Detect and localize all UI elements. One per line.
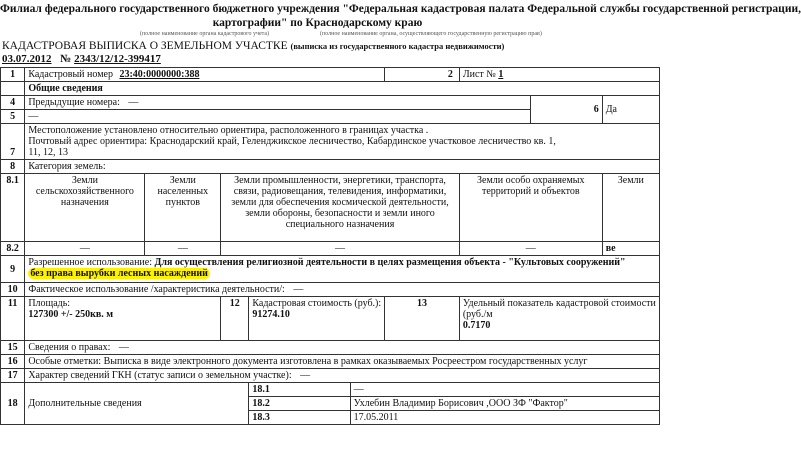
cadastral-cost-cell <box>249 297 385 341</box>
postal-address: Почтовый адрес ориентира: Краснодарский край, Геленджикское лесничество, Кабардинское участковое лесничество кв. 1, <box>28 136 556 147</box>
sheet-number: 1 <box>498 69 504 80</box>
location-label: Местоположение установлено относительно ориентира, расположенного в границах участка . <box>28 125 429 136</box>
land-val-forest: ве <box>602 242 659 256</box>
row-17 <box>1 369 660 383</box>
header-line-2: картографии" по Краснодарскому краю <box>212 17 423 29</box>
gkn-status-cell <box>25 369 660 383</box>
previous-numbers-cell <box>25 96 531 110</box>
row-9 <box>1 256 660 283</box>
row-8-num: 8 <box>1 160 25 174</box>
land-cat-protected: Земли особо охраняемых территорий и объектов <box>459 174 602 242</box>
cadastral-cost-label: Кадастровая стоимость (руб.): <box>252 298 382 309</box>
row-18-1 <box>1 383 660 397</box>
land-val-protected: — <box>459 242 602 256</box>
cadastral-cost-value: 91274.10 <box>252 309 290 320</box>
row-9-num: 9 <box>1 256 25 283</box>
row-10-num: 10 <box>1 283 25 297</box>
actual-use-value: — <box>293 284 304 295</box>
header-small-1: (полное наименование органа кадастрового учета) <box>140 31 270 37</box>
row-18-num: 18 <box>1 383 25 425</box>
row-6-side-num: 6 <box>531 96 602 124</box>
additional-info-label: Дополнительные сведения <box>25 383 249 425</box>
land-val-industry: — <box>221 242 460 256</box>
cadastral-number-cell <box>25 68 385 82</box>
number-label: № <box>60 53 72 65</box>
previous-numbers-value: — <box>128 97 139 108</box>
header-line-1: Филиал федерального государственного бюджетного учреждения "Федеральная кадастровая палата Федеральной службы государственной регистрации, <box>0 3 801 15</box>
row-2-num: 2 <box>385 68 460 82</box>
row-8-2 <box>1 242 660 256</box>
row-general-num <box>1 82 25 96</box>
sheet-label: Лист № <box>462 69 496 80</box>
cadastral-form-table <box>0 67 660 425</box>
row-6-side-cut: Да <box>602 96 659 124</box>
specific-cost-unit: (руб./м <box>462 309 493 320</box>
row-16-num: 16 <box>1 355 25 369</box>
permitted-use-label: Разрешенное использование: <box>28 257 153 268</box>
row-4-num: 4 <box>1 96 25 110</box>
row-8 <box>1 160 660 174</box>
permitted-use-value: Для осуществления религиозной деятельности в целях размещения объекта - "Культовых сооружений" <box>154 257 626 268</box>
row-4 <box>1 96 660 110</box>
rights-cell <box>25 341 660 355</box>
row-18-2-num: 18.2 <box>249 397 350 411</box>
row-7-num: 7 <box>10 147 16 158</box>
row-18-2-value: Ухлебин Владимир Борисович ,ООО ЗФ "Фактор" <box>350 397 659 411</box>
land-cat-agri: Земли сельскохозяйственного назначения <box>25 174 145 242</box>
row-8-1 <box>1 174 660 242</box>
specific-cost-value: 0.7170 <box>462 320 491 331</box>
row-8-1-num: 8.1 <box>1 174 25 242</box>
land-category-label: Категория земель: <box>25 160 660 174</box>
specific-cost-cell <box>459 297 659 341</box>
row-11-num: 11 <box>1 297 25 341</box>
cadastral-number-label: Кадастровый номер <box>28 69 113 80</box>
cadastral-number: 23:40:0000000:388 <box>119 69 200 80</box>
area-label: Площадь: <box>28 298 71 309</box>
row-6 <box>1 124 660 160</box>
row-12-num: 12 <box>221 297 249 341</box>
row-17-num: 17 <box>1 369 25 383</box>
row-18-3-num: 18.3 <box>249 411 350 425</box>
row-13-num: 13 <box>385 297 460 341</box>
document-title <box>2 40 504 52</box>
row-18-3-value: 17.05.2011 <box>350 411 659 425</box>
row-11 <box>1 297 660 341</box>
document-date: 03.07.2012 <box>2 53 52 65</box>
row-15-num: 15 <box>1 341 25 355</box>
document-title-text: КАДАСТРОВАЯ ВЫПИСКА О ЗЕМЕЛЬНОМ УЧАСТКЕ <box>2 40 288 52</box>
document-date-number <box>2 53 161 65</box>
special-notes: Особые отметки: Выписка в виде электронного документа изготовлена в рамках оказываемых Росреестром государственных услуг <box>25 355 660 369</box>
row-18-1-num: 18.1 <box>249 383 350 397</box>
document-number: 2343/12/12-399417 <box>74 53 161 65</box>
row-10 <box>1 283 660 297</box>
row-18-1-value: — <box>350 383 659 397</box>
row-8-2-num: 8.2 <box>1 242 25 256</box>
header-small-2: (полное наименование органа, осуществляющего государственную регистрацию прав) <box>320 31 542 37</box>
document-subtitle: (выписка из государственного кадастра недвижимости) <box>290 41 505 51</box>
permitted-use-cell <box>25 256 660 283</box>
row-5-num: 5 <box>1 110 25 124</box>
row-16 <box>1 355 660 369</box>
specific-cost-label: Удельный показатель кадастровой стоимости <box>462 298 656 309</box>
actual-use-label: Фактическое использование /характеристика деятельности/: <box>28 284 285 295</box>
rights-value: — <box>118 342 129 353</box>
land-val-settlements: — <box>145 242 221 256</box>
land-cat-forest: Земли <box>602 174 659 242</box>
land-val-agri: — <box>25 242 145 256</box>
row-15 <box>1 341 660 355</box>
land-cat-industry: Земли промышленности, энергетики, транспорта, связи, радиовещания, телевидения, информатики, земли для обеспечения космической деятельности, земли обороны, безопасности и земли иного специального назначения <box>221 174 460 242</box>
location-cell <box>25 124 660 160</box>
row-6-num <box>1 124 25 160</box>
general-info-heading: Общие сведения <box>25 82 660 96</box>
sheet-cell <box>459 68 659 82</box>
row-1 <box>1 68 660 82</box>
previous-numbers-label: Предыдущие номера: <box>28 97 120 108</box>
row-general <box>1 82 660 96</box>
permitted-use-highlight: без права вырубки лесных насаждений <box>30 268 208 279</box>
rights-label: Сведения о правах: <box>28 342 111 353</box>
row-1-num: 1 <box>1 68 25 82</box>
row-5-value: — <box>25 110 531 124</box>
land-cat-settlements: Земли населенных пунктов <box>145 174 221 242</box>
area-cell <box>25 297 221 341</box>
gkn-status-label: Характер сведений ГКН (статус записи о земельном участке): <box>28 370 292 381</box>
postal-address-cont: 11, 12, 13 <box>28 147 68 158</box>
actual-use-cell <box>25 283 660 297</box>
area-value: 127300 +/- 250кв. м <box>28 309 114 320</box>
gkn-status-value: — <box>300 370 311 381</box>
